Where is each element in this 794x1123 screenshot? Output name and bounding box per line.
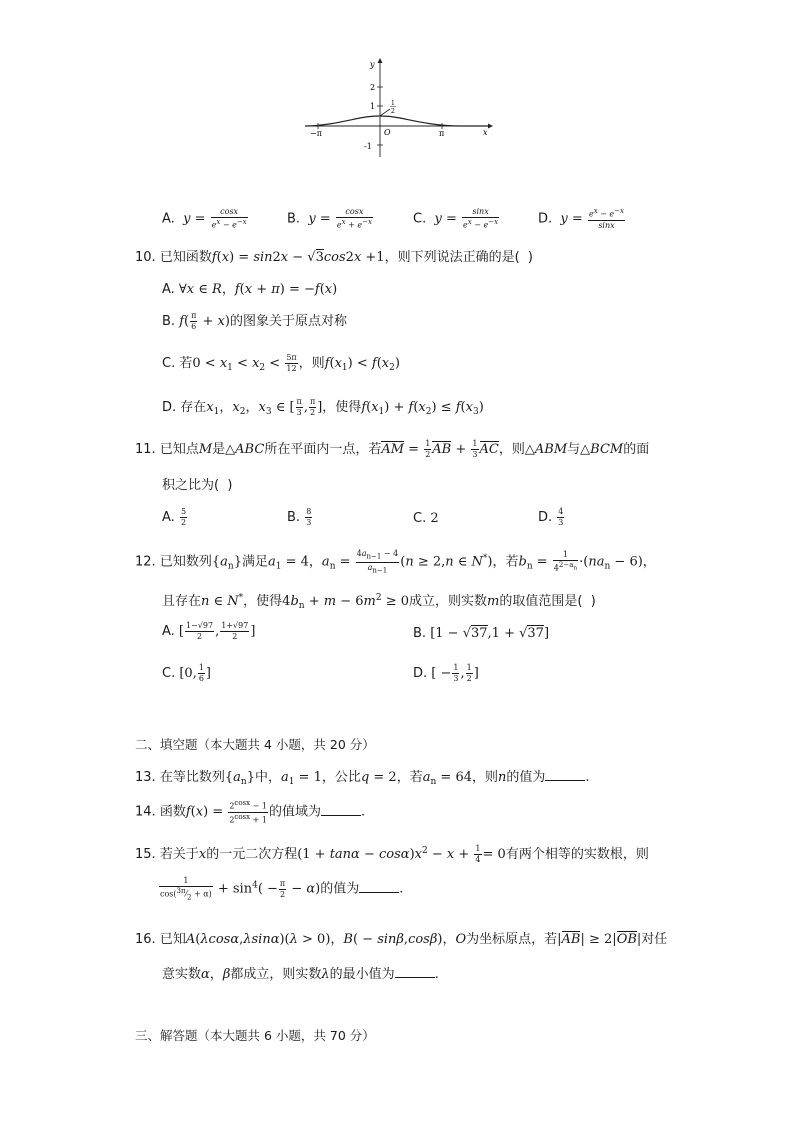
q13-number: 13. xyxy=(135,770,156,785)
q12-stem-line2: 且存在n ∈ N*，使得$4b_n + m - 6m^2 \ge 0$成立，则实数m的取值范围是( ) xyxy=(162,593,596,611)
graph-label-x: x xyxy=(483,128,488,137)
q9-option-d: D. y = $\frac{e^x - e^{-x}}{\sin x}$ xyxy=(538,207,624,230)
q14: 14. 函数f(x) = $\frac{2^{cosx} - 1}{2^{cosx} + 1}$ 的值域为 . xyxy=(135,799,366,825)
q9-option-a: A. y = $\frac{\cos x}{e^x - e^{-x}}$ xyxy=(162,207,247,230)
graph-tick-pi: π xyxy=(439,129,445,138)
graph-half-num: 1 xyxy=(391,100,395,107)
graph-tick-neg-pi: −π xyxy=(310,129,322,138)
q9-label-d: D. xyxy=(538,211,553,227)
q11-option-b: B. $\frac{8}{3}$ xyxy=(287,507,312,527)
q14-answer-blank xyxy=(321,805,361,816)
q10-option-d: D. 存在$x_1$，$x_2$，$x_3$ ∈ [ $\frac{\pi}{3}$ , $\frac{\pi}{2}$ ]，使得$f(x_1) + f(x_2) \le f(x_3)$ xyxy=(162,397,484,417)
q15-line2: $\frac{1}{\cos(^{3\pi}⁄_2 + \alpha)}$ + $\sin^4$( − $\frac{\pi}{2}$ − α)的值为 . xyxy=(160,876,404,902)
graph-label-y: y xyxy=(370,60,375,69)
graph-half-den: 2 xyxy=(391,108,395,115)
q12-number: 12. xyxy=(135,554,156,570)
q12-stem-line1: 12. 已知数列$\{a_n\}$满足$a_1 = 4$，$a_n$ = $\frac{4a_{n-1} - 4}{a_{n-1}}$ (n ≥ 2,n ∈ N*)，若$b_n$ = $\frac{1}{4^{2-a_n}}$ $\cdot(na_n - 6)$， xyxy=(135,549,656,575)
q16-line2: 意实数α，β都成立，则实数λ的最小值为 . xyxy=(162,967,439,982)
q11-option-d: D. $\frac{4}{3}$ xyxy=(538,507,564,527)
q16-answer-blank xyxy=(395,967,435,978)
q12-option-d: D. [ − $\frac{1}{3}$ , $\frac{1}{2}$ ] xyxy=(413,663,479,683)
q10-option-b: B. f( $\frac{\pi}{6}$ + x)的图象关于原点对称 xyxy=(162,311,347,331)
q9-option-b: B. y = $\frac{\cos x}{e^x + e^{-x}}$ xyxy=(287,207,372,230)
function-graph xyxy=(300,55,500,160)
q11-option-c: C. 2 xyxy=(413,511,439,526)
q12-option-c: C. [0, $\frac{1}{6}$ ] xyxy=(162,663,211,683)
q9-label-a: A. xyxy=(162,211,175,227)
q9-label-c: C. xyxy=(413,211,427,227)
q10-option-a: A. ∀x ∈ R，f(x + π) = −f(x) xyxy=(162,282,338,297)
q16-number: 16. xyxy=(135,932,156,947)
q13-answer-blank xyxy=(545,770,585,781)
q15-line1: 15. 若关于x的一元二次方程$(1 + \tan\alpha - \cos\alpha)x^2 - x$ + $\frac{1}{4}$ = 0有两个相等的实数根，则 xyxy=(135,844,649,864)
graph-tick-1: 1 xyxy=(370,102,376,111)
q14-number: 14. xyxy=(135,804,156,820)
graph-tick-2: 2 xyxy=(370,83,376,92)
q16-line1: 16. 已知A(λcosα,λsinα)(λ > 0)，B( − sinβ,cosβ)，O为坐标原点，若|AB| ≥ 2|OB|对任 xyxy=(135,932,668,947)
q15-answer-blank xyxy=(359,882,399,893)
q15-number: 15. xyxy=(135,847,156,862)
section-2-heading: 二、填空题（本大题共 4 小题，共 20 分） xyxy=(135,737,375,752)
q11-stem-line1: 11. 已知点M是△ABC所在平面内一点，若AM = $\frac{1}{2}$ AB + $\frac{1}{3}$ AC，则△ABM与△BCM的面 xyxy=(135,439,650,459)
q10-number: 10. xyxy=(135,250,156,265)
q10-option-c: C. 若$0 < x_1 < x_2$ < $\frac{5\pi}{12}$ ，则$f(x_1) < f(x_2)$ xyxy=(162,353,400,373)
q11-number: 11. xyxy=(135,442,156,457)
q12-option-b: B. [1 − √37,1 + √37] xyxy=(413,626,550,641)
q12-option-a: A. [ $\frac{1-√97}{2}$ , $\frac{1+√97}{2}$ ] xyxy=(162,621,256,641)
q13: 13. 在等比数列$\{a_n\}$中，$a_1 = 1$，公比q = 2，若$a_n = 64$，则n的值为 . xyxy=(135,770,590,787)
graph-tick-neg1: -1 xyxy=(364,142,372,151)
q9-option-c: C. y = $\frac{\sin x}{e^x - e^{-x}}$ xyxy=(413,207,499,230)
section-3-heading: 三、解答题（本大题共 6 小题，共 70 分） xyxy=(135,1028,375,1043)
q11-option-a: A. $\frac{5}{2}$ xyxy=(162,507,187,527)
q9-label-b: B. xyxy=(287,211,301,227)
q11-stem-line2: 积之比为( ) xyxy=(162,478,233,493)
graph-origin: O xyxy=(384,128,391,137)
q10-stem: 10. 已知函数f(x) = sin2x − √3cos2x +1，则下列说法正确的是( ) xyxy=(135,250,533,265)
